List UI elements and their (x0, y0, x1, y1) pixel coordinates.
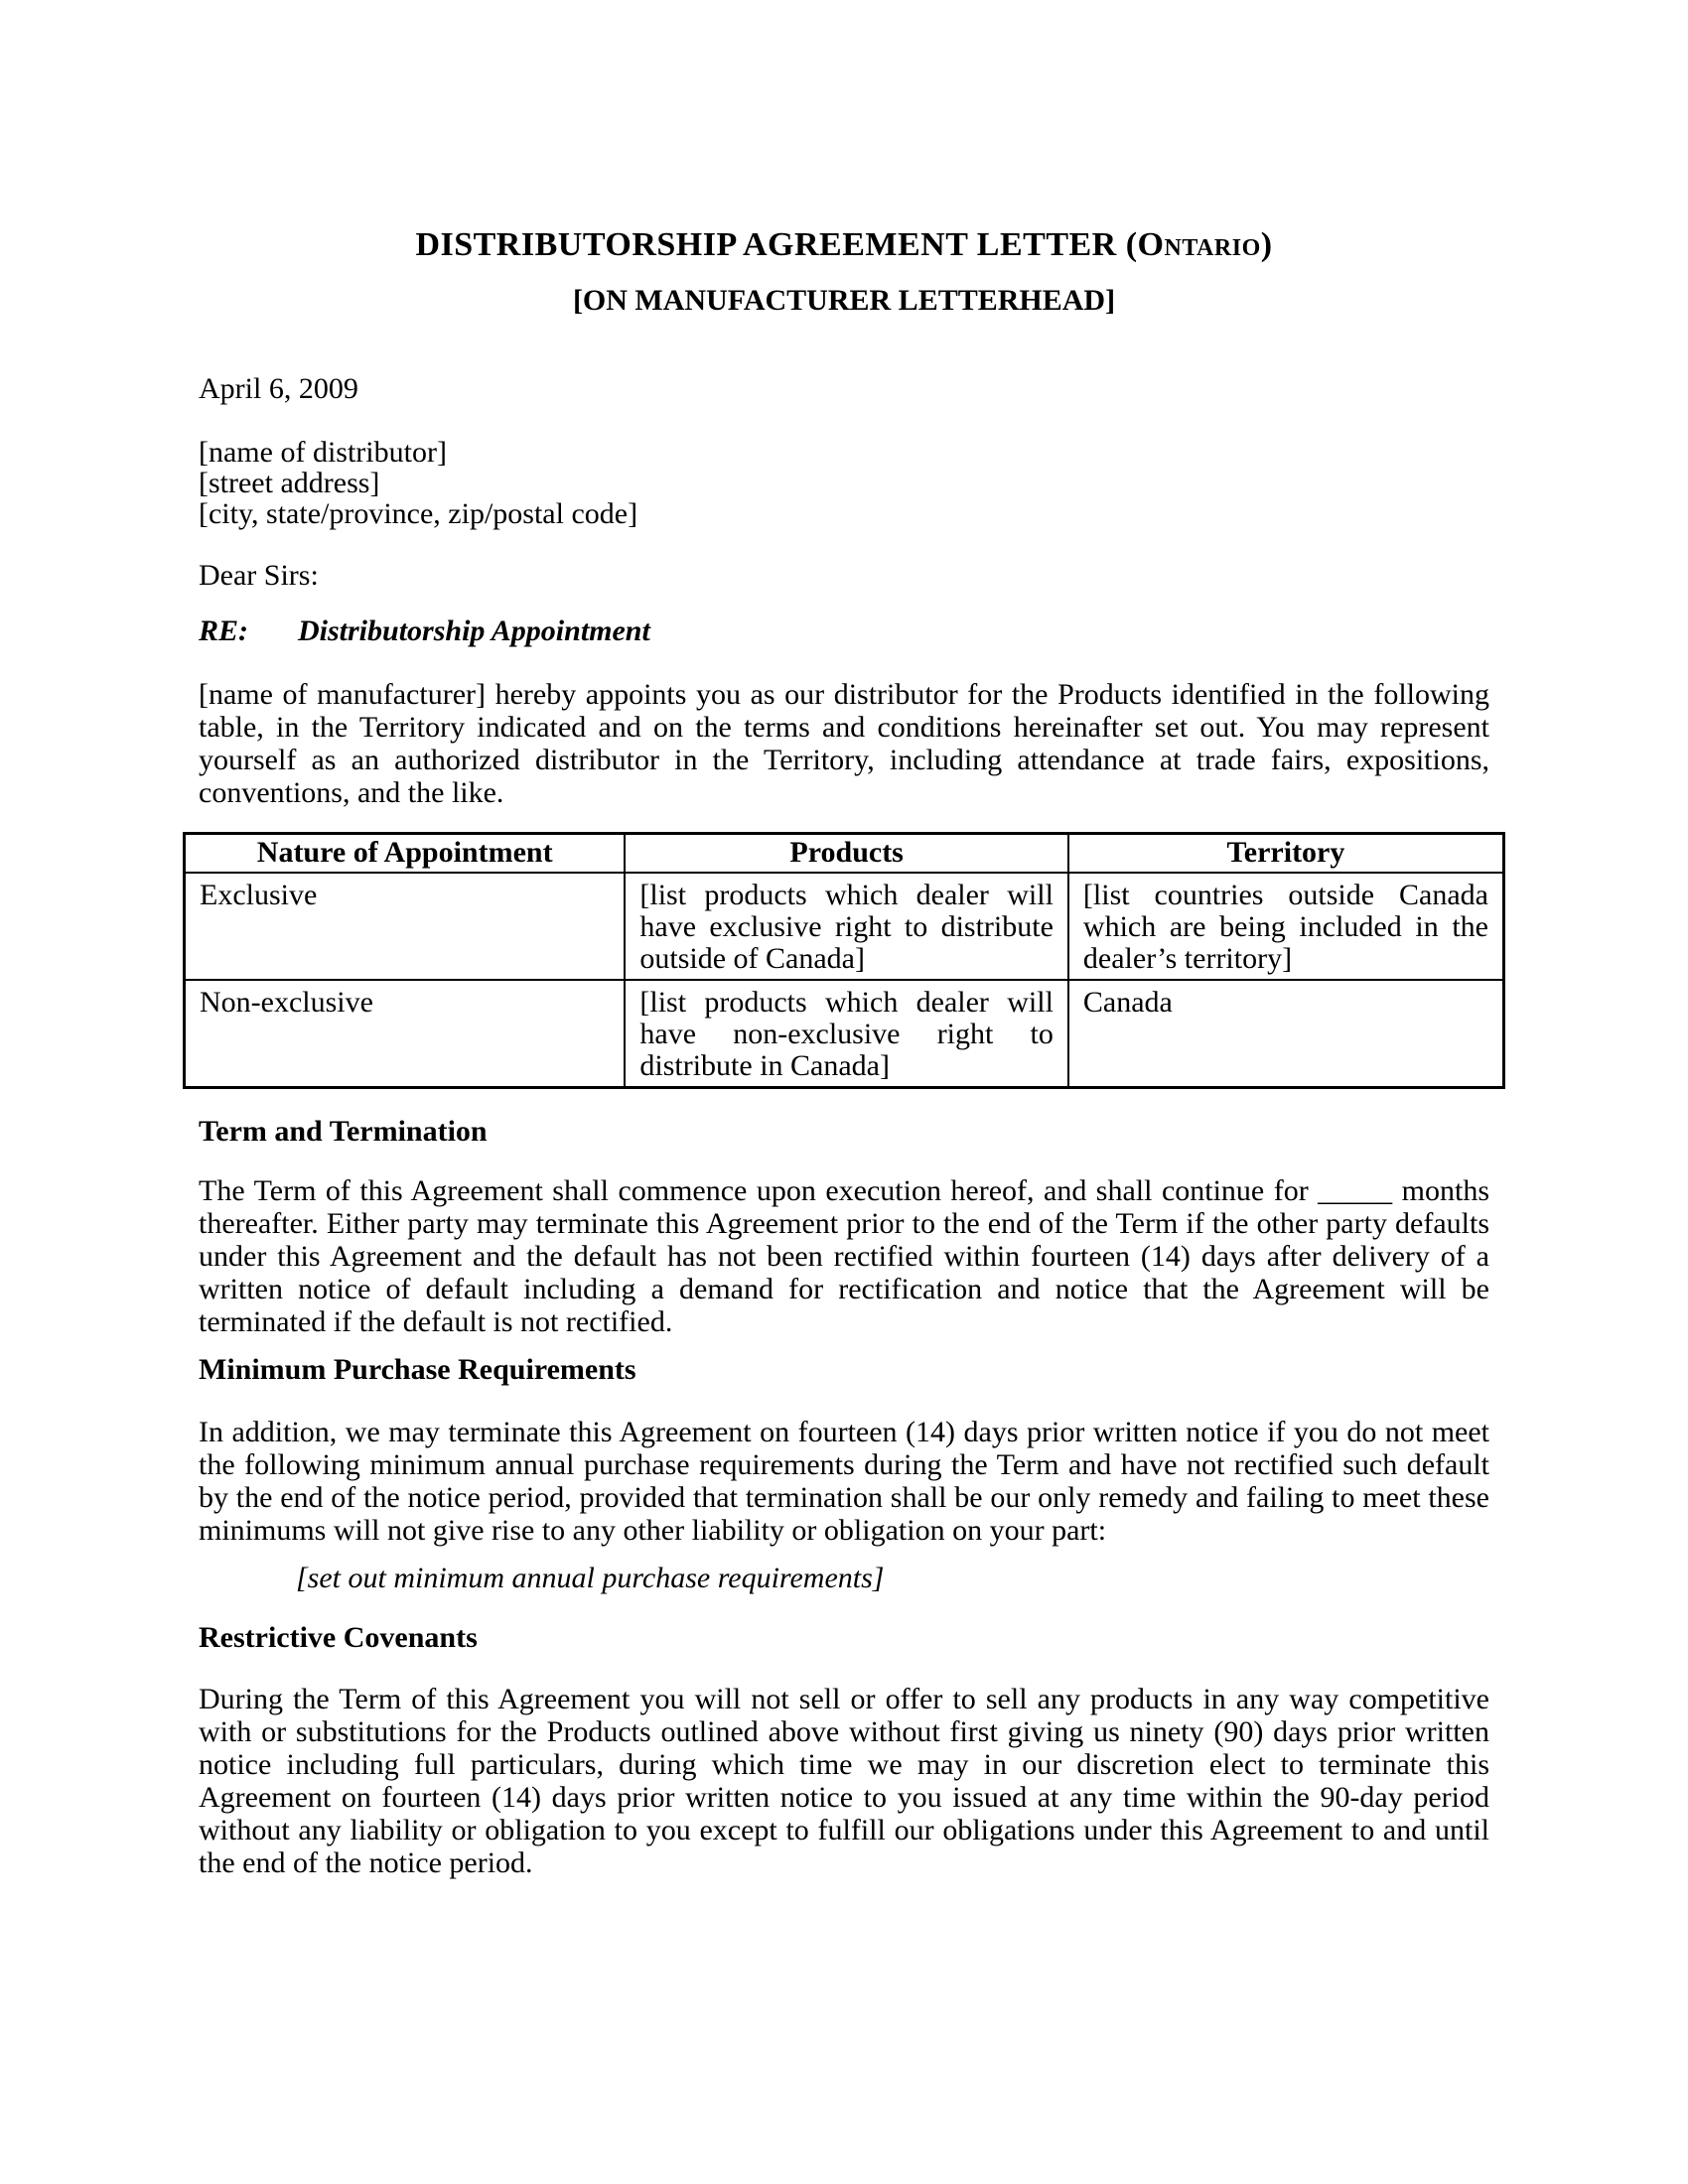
table-header-row (185, 834, 1504, 874)
re-line (199, 614, 1489, 647)
cell-nonexclusive-products: [list products which dealer will have non-exclusive right to distribute in Canada] (625, 980, 1068, 1088)
table-row-nonexclusive (185, 980, 1504, 1088)
section-paragraph-restrictive: During the Term of this Agreement you will not sell or offer to sell any products in any way competitive with or substitutions for the Products outlined above without first giving us ninety (90) days prior written notice including full particulars, during which time we may in our discretion elect to terminate this Agreement on fourteen (14) days prior written notice to you issued at any time within the 90-day period without any liability or obligation to you except to fulfill our obligations under this Agreement to and until the end of the notice period. (199, 1683, 1489, 1879)
cell-exclusive-nature: Exclusive (185, 873, 626, 980)
letter-date: April 6, 2009 (199, 372, 358, 405)
cell-exclusive-territory: [list countries outside Canada which are being included in the dealer’s territory] (1068, 873, 1504, 980)
cell-nonexclusive-territory: Canada (1068, 980, 1504, 1088)
table-row-exclusive (185, 873, 1504, 980)
page-title-region: (Ontario) (1125, 226, 1273, 263)
salutation: Dear Sirs: (199, 559, 319, 592)
re-subject: Distributorship Appointment (298, 614, 650, 647)
section-paragraph-term: The Term of this Agreement shall commence upon execution hereof, and shall continue for _____ months thereafter. Either party may terminate this Agreement prior to the end of the Term if the other party defaults under this Agreement and the default has not been rectified within fourteen (14) days after delivery of a written notice of default including a demand for rectification and notice that the Agreement will be terminated if the default is not rectified. (199, 1174, 1489, 1338)
table-header-territory: Territory (1068, 834, 1504, 874)
table-header-products: Products (625, 834, 1068, 874)
cell-nonexclusive-nature: Non-exclusive (185, 980, 626, 1088)
page-title (199, 224, 1489, 266)
section-heading-minimum-purchase: Minimum Purchase Requirements (199, 1353, 636, 1386)
section-heading-restrictive: Restrictive Covenants (199, 1621, 478, 1654)
address-line-street: [street address] (199, 467, 380, 499)
section-paragraph-minimum-purchase: In addition, we may terminate this Agreement on fourteen (14) days prior written notice if you do not meet the following minimum annual purchase requirements during the Term and have not rectified such default by the end of the notice period, provided that termination shall be our only remedy and failing to meet these minimums will not give rise to any other liability or obligation on your part: (199, 1416, 1489, 1547)
section-heading-term: Term and Termination (199, 1115, 488, 1148)
table-header-nature: Nature of Appointment (185, 834, 626, 874)
intro-paragraph: [name of manufacturer] hereby appoints you as our distributor for the Products identified in the following table, in the Territory indicated and on the terms and conditions hereinafter set out. You may represent yourself as an authorized distributor in the Territory, including attendance at trade fairs, expositions, conventions, and the like. (199, 678, 1489, 809)
address-line-city: [city, state/province, zip/postal code] (199, 497, 638, 530)
recipient-address-block (199, 437, 1489, 529)
cell-exclusive-products: [list products which dealer will have exclusive right to distribute outside of Canada] (625, 873, 1068, 980)
address-line-name: [name of distributor] (199, 436, 447, 469)
page-title-main: DISTRIBUTORSHIP AGREEMENT LETTER (415, 226, 1126, 263)
minimum-purchase-note: [set out minimum annual purchase requirements] (296, 1562, 885, 1594)
re-label: RE: (199, 614, 249, 647)
letterhead-note: [ON MANUFACTURER LETTERHEAD] (572, 284, 1116, 317)
appointment-table (183, 832, 1505, 1089)
